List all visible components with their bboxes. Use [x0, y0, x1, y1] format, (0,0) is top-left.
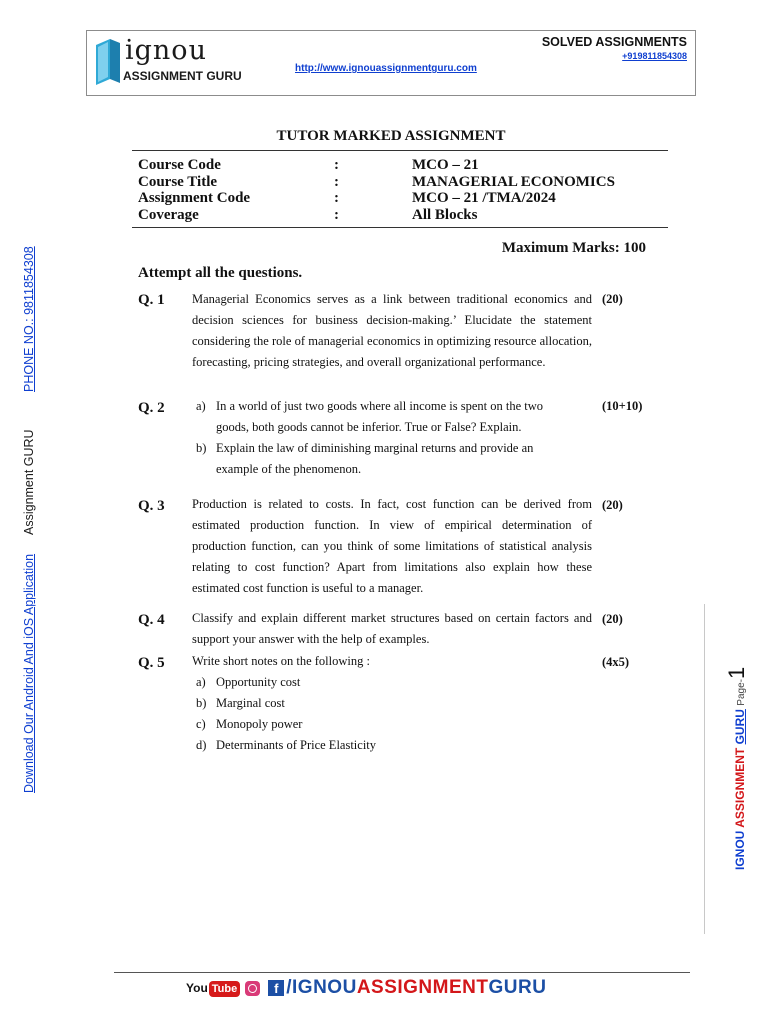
meta-key: Assignment Code	[138, 190, 251, 206]
meta-value: MCO – 21	[412, 157, 479, 173]
footer-social-bar	[186, 976, 546, 1000]
part-text: In a world of just two goods where all income is spent on the two goods, both goods cannot be inferior. True or False? Explain.	[216, 399, 544, 434]
handle-ignou: IGNOU	[292, 977, 357, 998]
page-number: 1	[724, 666, 749, 680]
part-label: c)	[196, 717, 206, 731]
question-marks: (20)	[602, 498, 623, 512]
question-marks: (10+10)	[602, 399, 643, 413]
question-number: Q. 1	[138, 292, 165, 308]
meta-sep: :	[334, 157, 339, 173]
logo-subtitle: ASSIGNMENT GURU	[123, 69, 242, 83]
meta-key: Course Title	[138, 173, 218, 190]
youtube-you-text: You	[186, 981, 208, 995]
meta-value: All Blocks	[412, 206, 478, 223]
margin-ignou-text: IGNOU	[733, 830, 747, 870]
facebook-icon[interactable]: f	[268, 980, 284, 996]
margin-brand-text: Assignment GURU	[22, 429, 36, 535]
meta-sep: :	[334, 173, 339, 190]
meta-sep: :	[334, 190, 339, 206]
youtube-icon[interactable]	[186, 979, 240, 997]
footer-rule	[114, 972, 690, 973]
right-margin-rule	[704, 604, 705, 934]
header-phone-link[interactable]: +919811854308	[622, 51, 687, 61]
margin-page-footer	[724, 667, 750, 870]
header-title: SOLVED ASSIGNMENTS	[541, 35, 687, 49]
social-handle[interactable]	[286, 977, 546, 999]
question-number: Q. 5	[138, 655, 165, 671]
margin-guru-text: GURU	[733, 709, 747, 745]
margin-phone-link[interactable]: PHONE NO.: 9811854308	[22, 246, 36, 392]
document-title: TUTOR MARKED ASSIGNMENT	[276, 128, 506, 144]
question-part	[192, 735, 592, 756]
question-text	[192, 651, 592, 756]
page-label: Page-	[736, 679, 747, 706]
instruction-text: Attempt all the questions.	[138, 265, 303, 281]
logo-wordmark: ignou	[125, 35, 207, 66]
question-part	[192, 693, 592, 714]
title-rule	[132, 150, 668, 151]
book-logo-icon	[96, 39, 120, 85]
question-part	[192, 396, 562, 438]
part-label: d)	[196, 738, 207, 752]
part-label: b)	[196, 441, 207, 455]
margin-app-download-link[interactable]: Download Our Android And iOS Application	[22, 553, 36, 793]
meta-rule	[132, 227, 668, 228]
meta-sep: :	[334, 206, 339, 223]
part-label: a)	[196, 399, 206, 413]
question-lead: Write short notes on the following :	[192, 654, 370, 668]
website-link[interactable]: http://www.ignouassignmentguru.com	[295, 63, 477, 74]
instagram-icon[interactable]	[245, 981, 260, 996]
handle-assignment: ASSIGNMENT	[356, 977, 489, 998]
part-text: Determinants of Price Elasticity	[216, 738, 377, 752]
header-box	[86, 30, 696, 96]
question-marks: (20)	[602, 292, 623, 306]
handle-guru: GURU	[488, 977, 547, 998]
part-text: Marginal cost	[216, 696, 285, 710]
meta-value: MANAGERIAL ECONOMICS	[412, 173, 615, 190]
margin-assignment-text: ASSIGNMENT	[733, 747, 747, 828]
meta-key: Course Code	[138, 157, 221, 173]
meta-key: Coverage	[138, 206, 199, 223]
handle-slash: /	[286, 977, 293, 998]
question-part	[192, 672, 592, 693]
part-text: Explain the law of diminishing marginal returns and provide an example of the phenomenon.	[216, 441, 534, 476]
question-text: Managerial Economics serves as a link between traditional economics and decision sciences for business decision-making.’ Elucidate the statement considering the role of managerial economics in optimizing resource allocation, forecasting, pricing strategies, and overall organizational performance.	[192, 292, 592, 369]
question-number: Q. 2	[138, 400, 165, 416]
question-parts	[192, 396, 562, 480]
part-label: a)	[196, 675, 206, 689]
question-text: Classify and explain different market structures based on certain factors and support your answer with the help of examples.	[192, 611, 592, 646]
question-number: Q. 3	[138, 498, 165, 514]
question-text: Production is related to costs. In fact, cost function can be derived from estimated production function. In view of empirical determination of production function, can you think of some limitations of statistical analysis relating to cost function? Apart from limitations also explain how these estimated cost function is useful to a manager.	[192, 497, 592, 595]
question-part	[192, 438, 562, 480]
question-marks: (4x5)	[602, 655, 630, 669]
part-label: b)	[196, 696, 207, 710]
question-marks: (20)	[602, 612, 623, 626]
question-part	[192, 714, 592, 735]
youtube-tube-text: Tube	[209, 981, 240, 997]
part-text: Monopoly power	[216, 717, 303, 731]
part-text: Opportunity cost	[216, 675, 301, 689]
meta-value: MCO – 21 /TMA/2024	[412, 190, 556, 206]
maximum-marks: Maximum Marks: 100	[501, 240, 646, 256]
question-number: Q. 4	[138, 612, 165, 628]
